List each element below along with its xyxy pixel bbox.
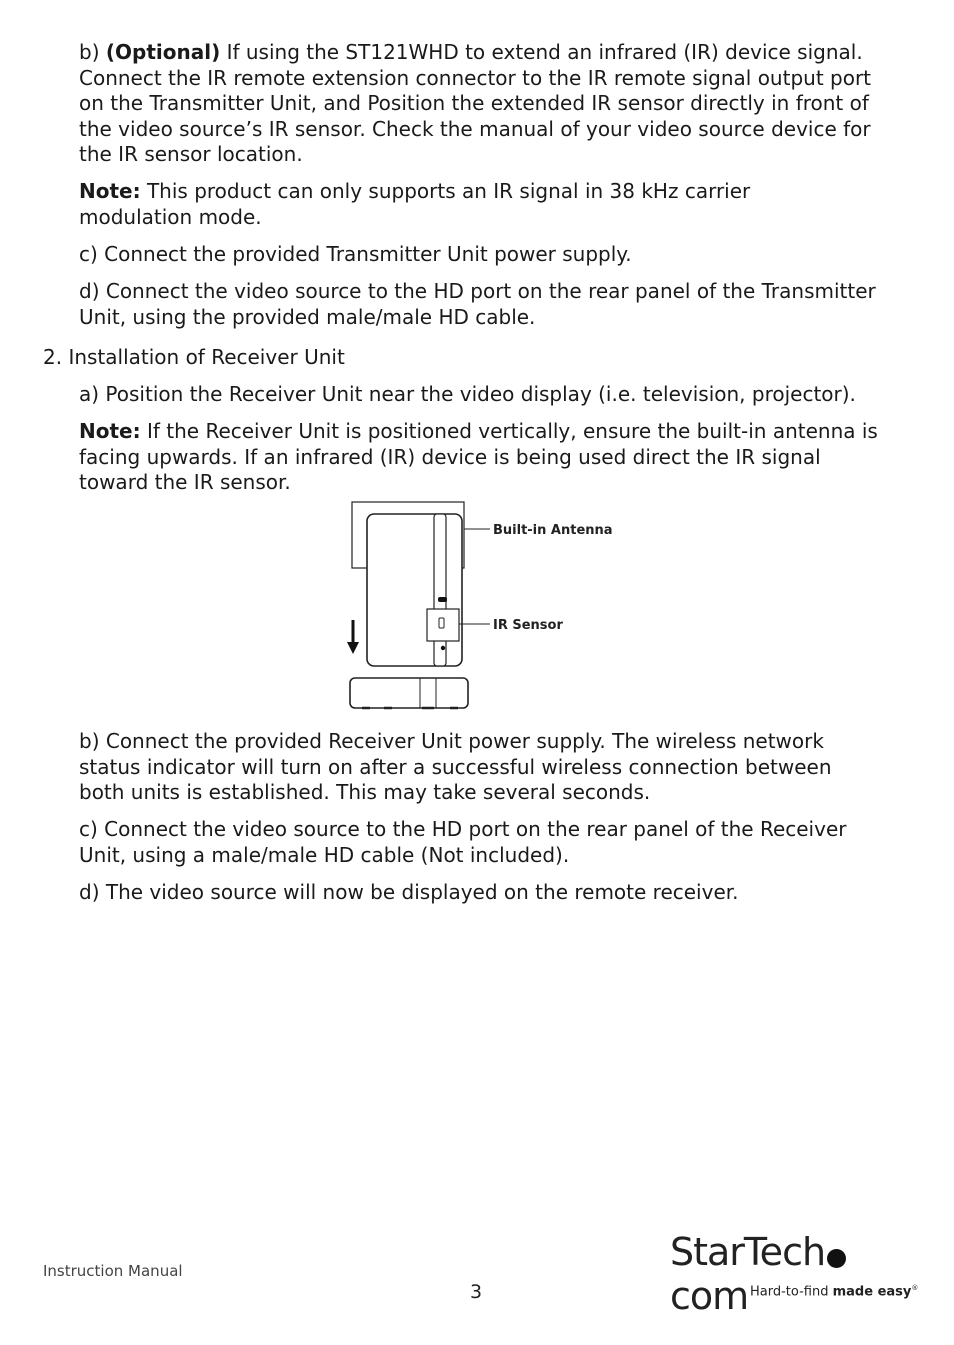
note-receiver-orientation — [79, 419, 889, 496]
receiver-unit-diagram — [340, 498, 620, 713]
logo-wordmark — [670, 1230, 920, 1318]
note-label: Note: — [79, 419, 141, 443]
section-heading-receiver: 2. Installation of Receiver Unit — [43, 345, 345, 369]
receiver-body — [367, 514, 462, 666]
step-b-text: If using the ST121WHD to extend an infrared (IR) device signal. Connect the IR remote extension connector to the IR remote signal output port on the Transmitter Unit, and Position the extended IR sensor directly in front of the video source’s IR sensor. Check the manual of your video source device for the IR sensor location. — [79, 40, 872, 166]
footer-manual-title: Instruction Manual — [43, 1262, 183, 1280]
status-indicator — [438, 597, 447, 602]
note-label: Note: — [79, 179, 141, 203]
registered-mark: ® — [911, 1284, 919, 1292]
receiver-step-c: c) Connect the video source to the HD port on the rear panel of the Receiver Unit, using a male/male HD cable (Not included). — [79, 817, 847, 867]
receiver-step-d: d) The video source will now be displayed on the remote receiver. — [79, 880, 739, 904]
note-text: This product can only supports an IR signal in 38 kHz carrier modulation mode. — [79, 179, 751, 229]
ir-sensor-label: IR Sensor — [493, 618, 563, 633]
step-d-paragraph: d) Connect the video source to the HD port on the rear panel of the Transmitter Unit, using the provided male/male HD cable. — [79, 279, 876, 329]
logo-star-text: StarTech — [670, 1230, 826, 1274]
receiver-base — [350, 678, 468, 708]
step-c-paragraph: c) Connect the provided Transmitter Unit power supply. — [79, 242, 632, 266]
logo-dot-icon — [827, 1249, 846, 1268]
optional-label: (Optional) — [105, 40, 221, 64]
receiver-step-b: b) Connect the provided Receiver Unit power supply. The wireless network status indicator will turn on after a successful wireless connection between both units is established. This may take several seconds. — [79, 729, 832, 804]
down-arrow-head — [347, 642, 359, 654]
logo-com-text: com — [670, 1274, 749, 1318]
tagline-bold: made easy — [832, 1284, 912, 1300]
step-b-paragraph — [79, 40, 889, 168]
tagline-plain: Hard-to-find — [750, 1284, 833, 1300]
ir-sensor-dot — [441, 646, 445, 650]
receiver-step-a: a) Position the Receiver Unit near the video display (i.e. television, projector). — [79, 382, 856, 406]
startech-logo — [670, 1230, 920, 1318]
note-text: If the Receiver Unit is positioned vertically, ensure the built-in antenna is facing upwards. If an infrared (IR) device is being used direct the IR signal toward the IR sensor. — [79, 419, 878, 494]
page-number: 3 — [470, 1281, 483, 1303]
antenna-label: Built-in Antenna — [493, 523, 613, 538]
logo-tagline — [750, 1284, 918, 1299]
step-b-prefix: b) — [79, 40, 106, 64]
ir-sensor-box — [427, 609, 459, 641]
note-ir-carrier — [79, 179, 779, 230]
receiver-side-panel — [434, 514, 446, 666]
